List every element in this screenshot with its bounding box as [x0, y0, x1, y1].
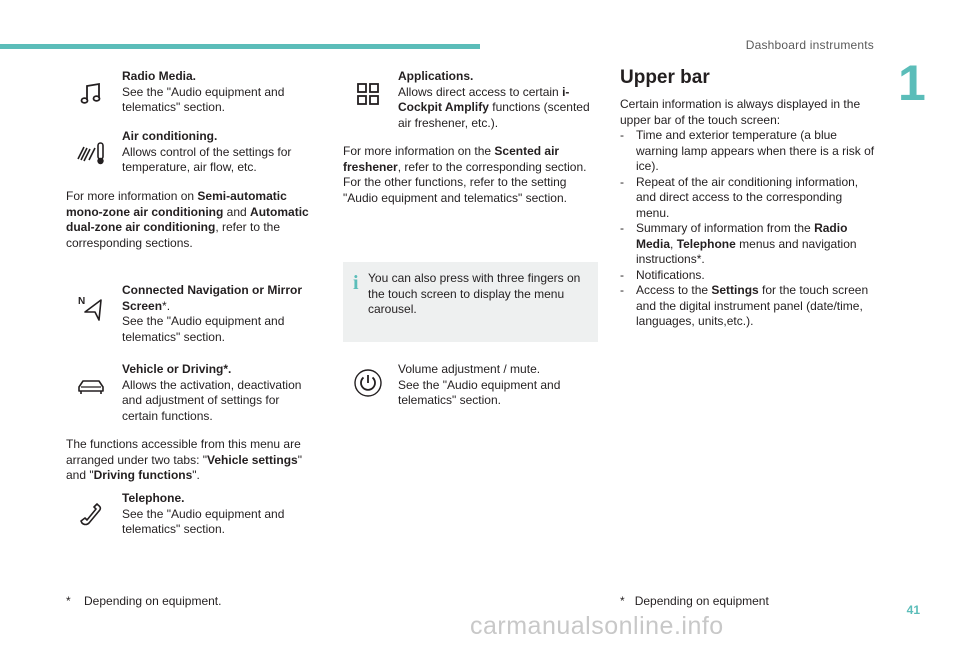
tabs-info [66, 437, 318, 484]
navigation-block [122, 283, 312, 345]
list-item [620, 175, 878, 222]
volume-desc: See the "Audio equipment and telematics" section. [398, 377, 561, 407]
air-conditioning-more-info [66, 189, 318, 251]
left-footnote-star: * [66, 594, 71, 608]
vehicle-block [122, 362, 312, 424]
info-icon: i [353, 272, 359, 294]
list-dash: - [620, 128, 624, 142]
list-dash: - [620, 267, 624, 282]
air-conditioning-block [122, 129, 312, 176]
list-item-text [636, 283, 878, 330]
air-conditioning-desc: Allows control of the settings for temperature, air flow, etc. [122, 144, 292, 174]
list-item-text: Repeat of the air conditioning information, and direct access to the corresponding menu. [636, 174, 859, 220]
more-info-mid: and [223, 204, 251, 219]
tabs-suffix: ". [192, 468, 200, 482]
upper-bar-list [620, 128, 878, 330]
radio-media-text: Radio Media [636, 221, 848, 251]
vehicle-desc: Allows the activation, deactivation and adjustment of settings for certain functions. [122, 377, 302, 423]
list-item-text: Time and exterior temperature (a blue warning lamp appears when there is a risk of ice). [636, 128, 875, 173]
telephone-block [122, 491, 312, 538]
left-footnote-text: Depending on equipment. [84, 594, 222, 608]
phone-icon [77, 501, 105, 529]
list-item [620, 283, 878, 330]
applications-desc-2: functions (scented air freshener, etc.). [398, 100, 590, 130]
car-icon [75, 373, 107, 401]
music-note-icon [77, 80, 105, 108]
header-accent-bar [0, 44, 480, 49]
right-footnote-star: * [620, 594, 625, 608]
navigation-star: *. [162, 298, 171, 313]
upper-bar-heading: Upper bar [620, 67, 710, 88]
list-item-pre: Access to the [636, 283, 712, 297]
navigation-arrow-icon [77, 294, 105, 322]
radio-media-title: Radio Media. [122, 69, 197, 83]
automatic-dual-zone-text: Automatic dual-zone air conditioning [66, 204, 309, 234]
svg-text:N: N [78, 296, 86, 307]
upper-bar-intro: Certain information is always displayed in the upper bar of the touch screen: [620, 97, 861, 127]
telephone-text: Telephone [676, 236, 736, 251]
radio-media-block [122, 69, 312, 116]
scented-prefix: For more information on the [343, 144, 495, 158]
watermark: carmanualsonline.info [470, 612, 724, 640]
driving-functions-text: Driving functions [93, 468, 193, 482]
apps-grid-icon [354, 80, 382, 108]
vehicle-settings-text: Vehicle settings [207, 452, 298, 467]
list-item-post: for the touch screen and the digital instrument panel (date/time, languages, units,etc.). [636, 283, 869, 328]
volume-title: Volume adjustment / mute. [398, 362, 541, 376]
power-volume-knob-icon [353, 368, 383, 398]
list-item-pre: Summary of information from the [636, 221, 815, 235]
semi-automatic-link-text: Semi-automatic mono-zone air conditioning [66, 189, 287, 219]
scented-air-freshener-text: Scented air freshener [343, 144, 560, 174]
applications-desc-1: Allows direct access to certain [398, 84, 563, 99]
list-item-text: Notifications. [636, 267, 705, 282]
list-item [620, 128, 878, 175]
list-item [620, 221, 878, 268]
tabs-mid: " and " [66, 452, 302, 482]
more-info-prefix: For more information on [66, 189, 198, 203]
list-dash: - [620, 174, 624, 189]
i-cockpit-amplify-text: i-Cockpit Amplify [398, 84, 570, 114]
page-number: 41 [906, 603, 920, 617]
list-item-text [636, 221, 878, 268]
list-dash: - [620, 221, 624, 235]
volume-block [398, 362, 593, 409]
tabs-prefix: The functions accessible from this menu are arranged under two tabs: " [66, 437, 301, 467]
scented-suffix: , refer to the corresponding section. For the other functions, refer to the setting "Audio equipment and telematics" section. [343, 159, 587, 205]
list-item-post: menus and navigation instructions*. [636, 236, 857, 266]
list-item [620, 268, 878, 284]
info-box-text: You can also press with three fingers on the touch screen to display the menu carousel. [368, 271, 581, 316]
section-title: Dashboard instruments [745, 38, 874, 52]
air-conditioning-title: Air conditioning. [122, 129, 218, 143]
more-info-suffix: , refer to the corresponding sections. [66, 220, 281, 250]
radio-media-desc: See the "Audio equipment and telematics" section. [122, 84, 285, 114]
right-footnote [620, 594, 870, 610]
fan-temperature-icon [75, 139, 109, 167]
applications-block [398, 69, 593, 131]
scented-air-info [343, 144, 598, 206]
telephone-desc: See the "Audio equipment and telematics" section. [122, 506, 285, 536]
navigation-desc: See the "Audio equipment and telematics" section. [122, 314, 285, 344]
chapter-number: 1 [898, 55, 926, 111]
list-item-mid: , [670, 236, 677, 251]
left-footnote [66, 594, 316, 610]
settings-text: Settings [711, 283, 759, 297]
applications-title: Applications. [398, 69, 474, 83]
telephone-title: Telephone. [122, 491, 185, 505]
list-dash: - [620, 283, 624, 297]
navigation-title: Connected Navigation or Mirror Screen [122, 283, 303, 313]
vehicle-title: Vehicle or Driving*. [122, 362, 232, 376]
right-footnote-text: Depending on equipment [634, 594, 769, 608]
